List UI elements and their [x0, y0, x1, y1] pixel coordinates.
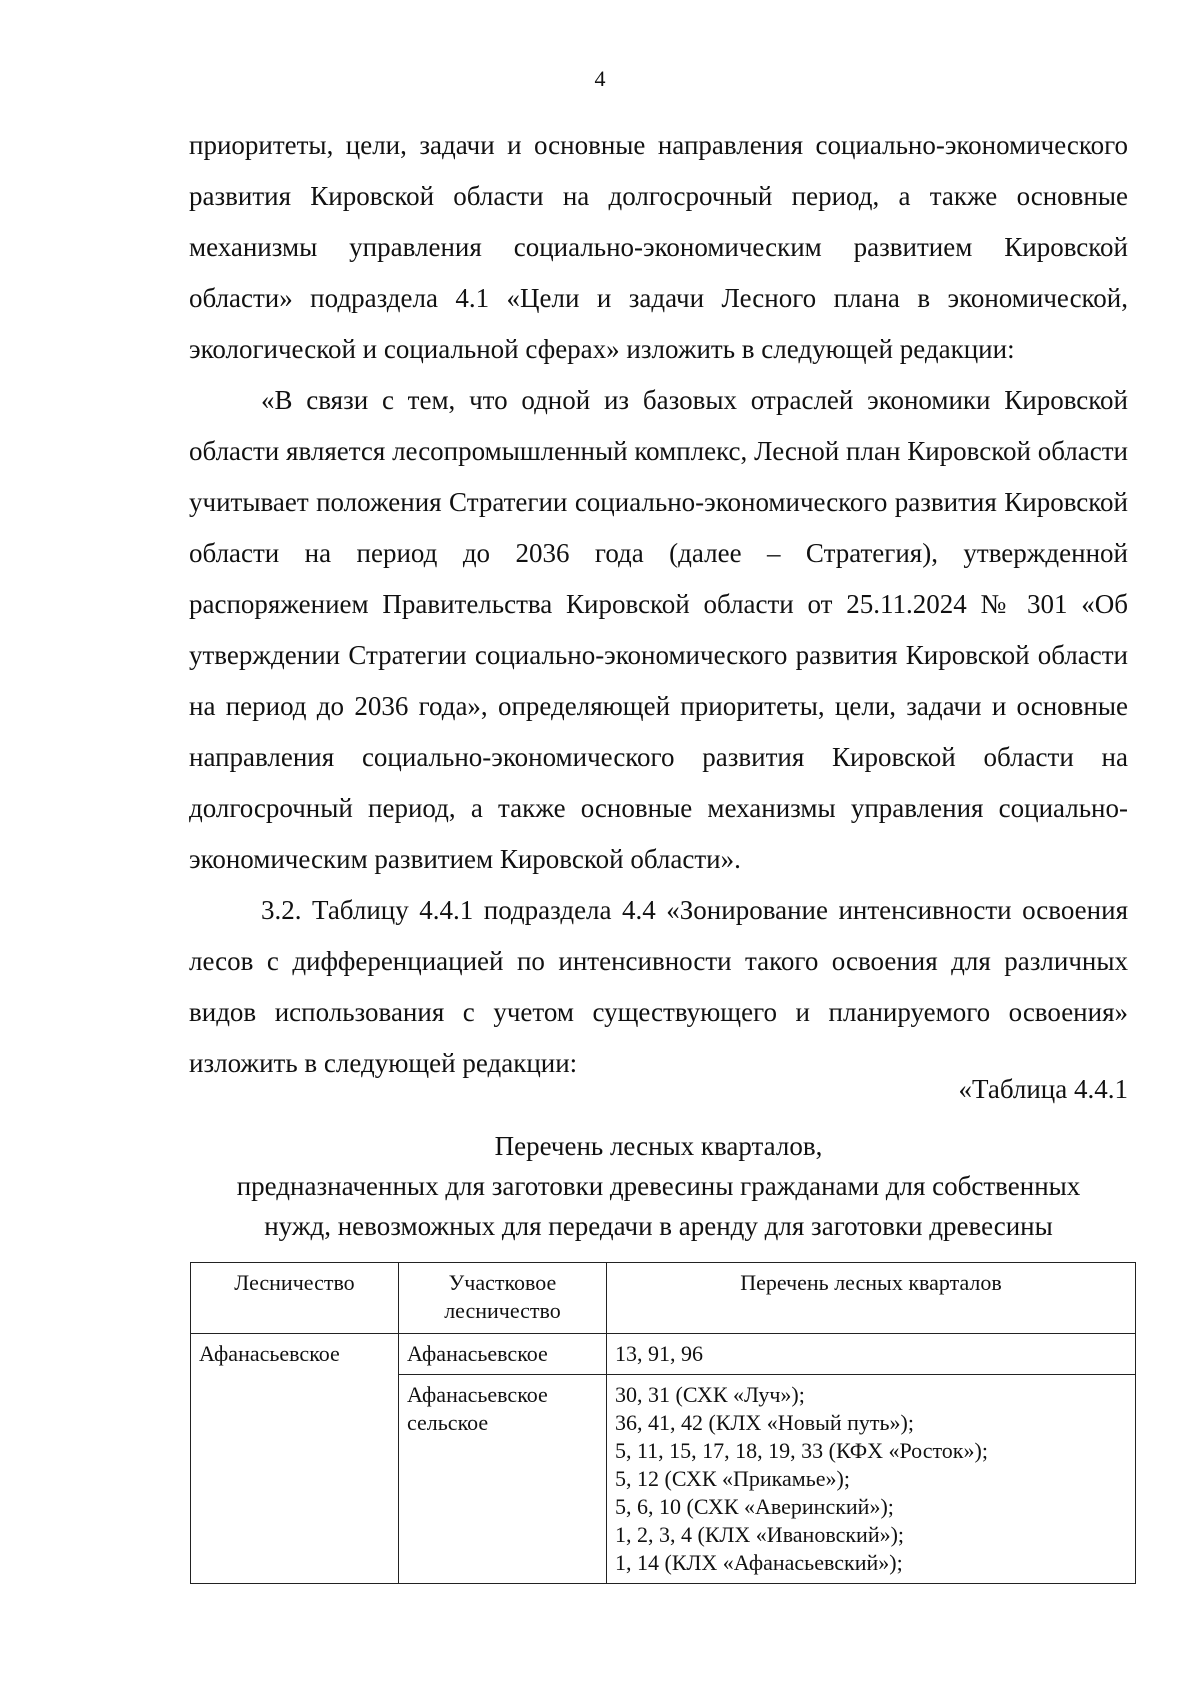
table-header-row	[191, 1263, 1136, 1334]
cell-quarters	[607, 1375, 1136, 1584]
table-row	[191, 1375, 1136, 1584]
page-number: 4	[594, 66, 606, 91]
table-title-line-1: Перечень лесных кварталов,	[494, 1131, 823, 1161]
quarter-entry: 5, 12 (СХК «Прикамье»);	[615, 1466, 850, 1491]
header-quarters: Перечень лесных кварталов	[607, 1263, 1136, 1334]
cell-forestry: Афанасьевское	[191, 1334, 399, 1375]
quarter-entry: 30, 31 (СХК «Луч»);	[615, 1382, 805, 1407]
table-row	[191, 1334, 1136, 1375]
table-title	[189, 1126, 1128, 1246]
quarter-entry: 1, 2, 3, 4 (КЛХ «Ивановский»);	[615, 1522, 905, 1547]
cell-forestry-continued	[191, 1375, 399, 1584]
paragraph-strategy: «В связи с тем, что одной из базовых отраслей экономики Кировской области является лесопромышленный комплекс, Лесной план Кировской области учитывает положения Стратегии социально-экономического развития Кировской области на период до 2036 года (далее – Стратегия), утвержденной распоряжением Правительства Кировской области от 25.11.2024 № 301 «Об утверждении Стратегии социально-экономического развития Кировской области на период до 2036 года», определяющей приоритеты, цели, задачи и основные направления социально-экономического развития Кировской области на долгосрочный период, а также основные механизмы управления социально-экономическим развитием Кировской области».	[189, 385, 1128, 874]
header-district-forestry: Участковое лесничество	[399, 1263, 607, 1334]
document-body	[189, 120, 1128, 1089]
table-title-line-2: предназначенных для заготовки древесины гражданами для собственных	[236, 1171, 1081, 1201]
header-forestry: Лесничество	[191, 1263, 399, 1334]
table-label: «Таблица 4.4.1	[958, 1074, 1128, 1104]
quarter-entry: 1, 14 (КЛХ «Афанасьевский»);	[615, 1550, 903, 1575]
forest-quarters-table	[190, 1262, 1136, 1584]
table-title-line-3: нужд, невозможных для передачи в аренду для заготовки древесины	[264, 1211, 1053, 1241]
paragraph-amendment-3-2: 3.2. Таблицу 4.4.1 подраздела 4.4 «Зонирование интенсивности освоения лесов с дифференциацией по интенсивности такого освоения для различных видов использования с учетом существующего и планируемого освоения» изложить в следующей редакции:	[189, 895, 1128, 1078]
quarter-entry: 13, 91, 96	[615, 1341, 703, 1366]
cell-district-forestry: Афанасьевское сельское	[399, 1375, 607, 1584]
quarter-entry: 36, 41, 42 (КЛХ «Новый путь»);	[615, 1410, 914, 1435]
cell-district-forestry: Афанасьевское	[399, 1334, 607, 1375]
cell-quarters	[607, 1334, 1136, 1375]
quarter-entry: 5, 11, 15, 17, 18, 19, 33 (КФХ «Росток»);	[615, 1438, 988, 1463]
paragraph-continuation: приоритеты, цели, задачи и основные направления социально-экономического развития Кировской области на долгосрочный период, а также основные механизмы управления социально-экономическим развитием Кировской области» подраздела 4.1 «Цели и задачи Лесного плана в экономической, экологической и социальной сферах» изложить в следующей редакции:	[189, 130, 1128, 364]
quarter-entry: 5, 6, 10 (СХК «Аверинский»);	[615, 1494, 894, 1519]
